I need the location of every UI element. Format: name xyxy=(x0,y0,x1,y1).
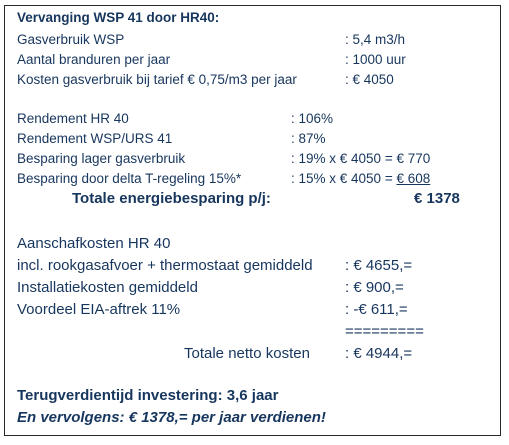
saving-delta-label: Besparing door delta T-regeling 15%* xyxy=(17,171,242,186)
eia-value: : -€ 611,= xyxy=(345,301,408,318)
sum-separator: ========= xyxy=(345,323,424,340)
installation-value: : € 900,= xyxy=(345,279,404,296)
calculation-box xyxy=(4,5,501,436)
purchase-heading: Aanschafkosten HR 40 xyxy=(17,235,171,252)
title: Vervanging WSP 41 door HR40: xyxy=(17,10,220,25)
saving-delta-value: : 15% x € 4050 = € 608 xyxy=(291,171,431,186)
burn-hours-value: : 1000 uur xyxy=(345,52,406,67)
gas-cost-label: Kosten gasverbruik bij tarief € 0,75/m3 per jaar xyxy=(17,72,297,87)
purchase-incl-value: : € 4655,= xyxy=(345,257,413,274)
earnings-note: En vervolgens: € 1378,= per jaar verdienen! xyxy=(17,409,326,426)
net-cost-value: : € 4944,= xyxy=(345,345,413,362)
net-cost-label: Totale netto kosten xyxy=(184,345,310,362)
saving-gas-label: Besparing lager gasverbruik xyxy=(17,151,186,166)
total-savings-value: € 1378 xyxy=(414,190,460,207)
gas-usage-value: : 5,4 m3/h xyxy=(345,32,406,47)
installation-label: Installatiekosten gemiddeld xyxy=(17,279,198,296)
burn-hours-label: Aantal branduren per jaar xyxy=(17,52,171,67)
total-savings-label: Totale energiebesparing p/j: xyxy=(72,190,271,207)
saving-gas-value: : 19% x € 4050 = € 770 xyxy=(291,151,431,166)
payback-period: Terugverdientijd investering: 3,6 jaar xyxy=(17,387,279,404)
efficiency-hr40-label: Rendement HR 40 xyxy=(17,111,129,126)
efficiency-wsp-label: Rendement WSP/URS 41 xyxy=(17,131,173,146)
purchase-incl-label: incl. rookgasafvoer + thermostaat gemiddeld xyxy=(17,257,313,274)
efficiency-wsp-value: : 87% xyxy=(291,131,326,146)
gas-usage-label: Gasverbruik WSP xyxy=(17,32,125,47)
efficiency-hr40-value: : 106% xyxy=(291,111,334,126)
eia-label: Voordeel EIA-aftrek 11% xyxy=(17,301,181,318)
gas-cost-value: : € 4050 xyxy=(345,72,394,87)
